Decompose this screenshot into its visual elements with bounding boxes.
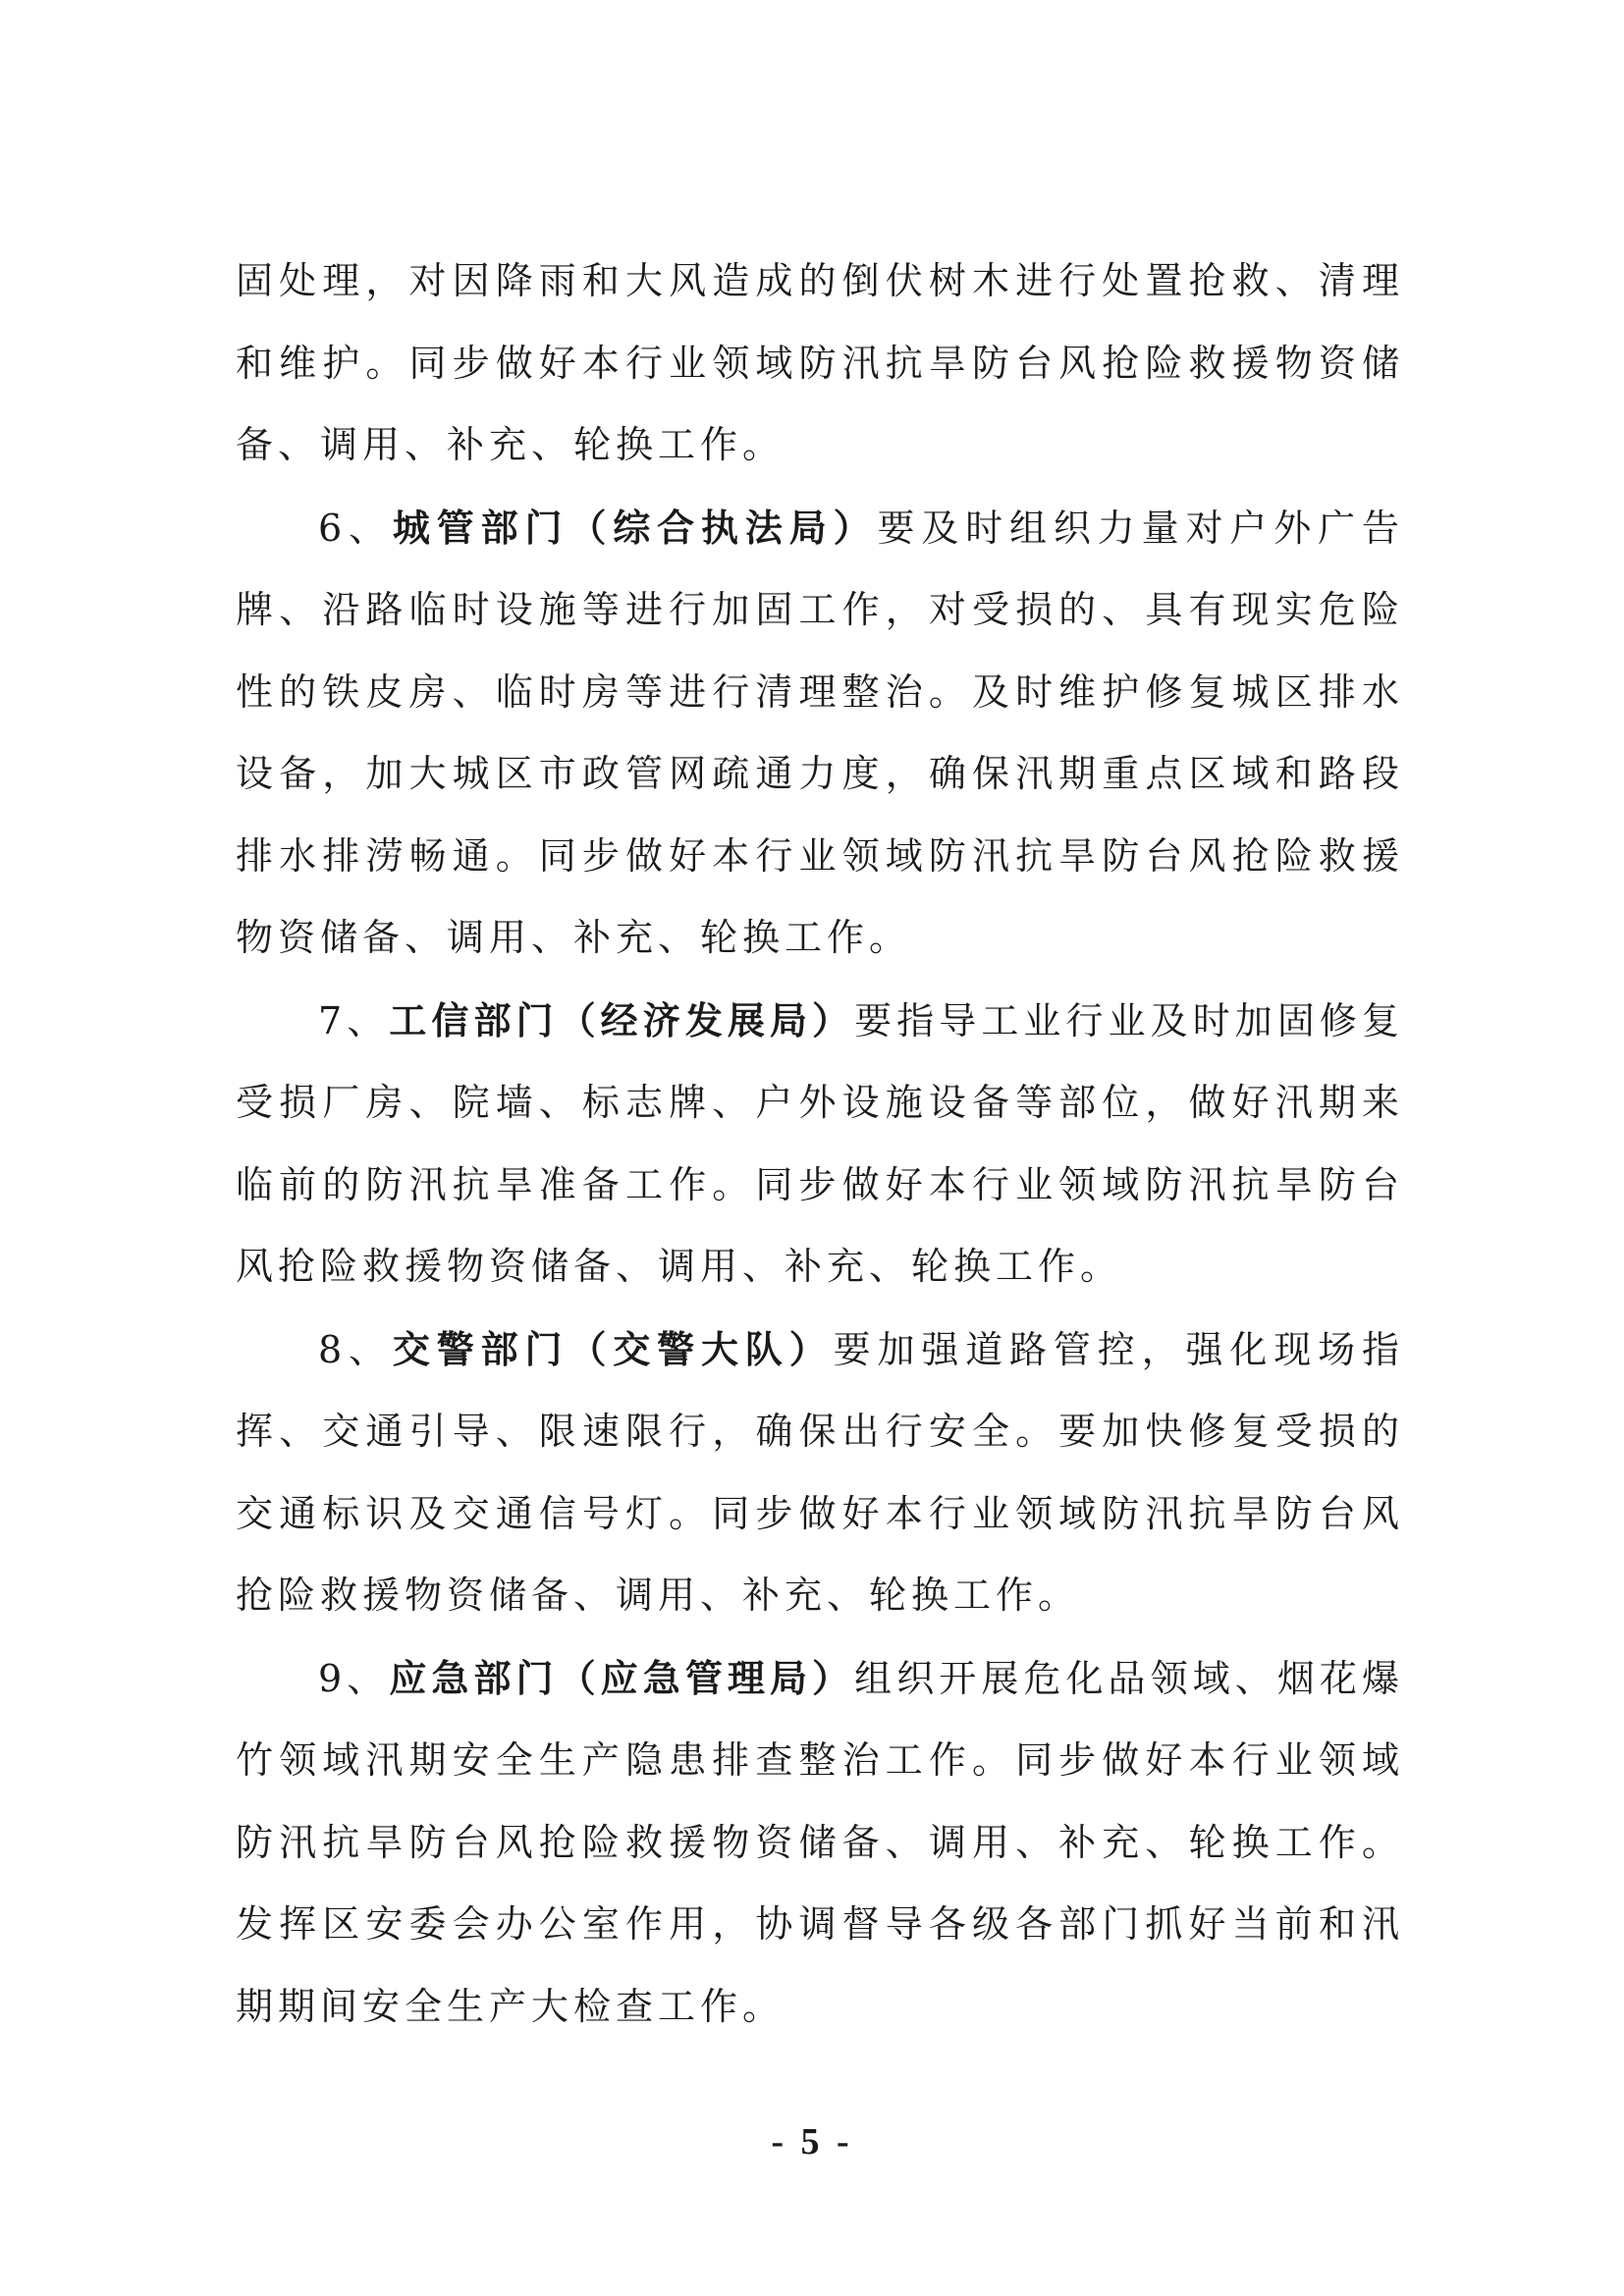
paragraph-emergency-management bbox=[236, 1637, 1404, 2049]
paragraph-body: 固处理，对因降雨和大风造成的倒伏树木进行处置抢救、清理和维护。同步做好本行业领域防汛抗旱防台风抢险救援物资储备、调用、补充、轮换工作。 bbox=[236, 259, 1404, 466]
paragraph-number: 9、 bbox=[318, 1656, 390, 1700]
document-body bbox=[236, 240, 1404, 2048]
paragraph-urban-management bbox=[236, 487, 1404, 980]
paragraph-body: 组织开展危化品领域、烟花爆竹领域汛期安全生产隐患排查整治工作。同步做好本行业领域防汛抗旱防台风抢险救援物资储备、调用、补充、轮换工作。发挥区安委会办公室作用，协调督导各级各部门抓好当前和汛期期间安全生产大检查工作。 bbox=[236, 1656, 1404, 2028]
paragraph-number: 8、 bbox=[318, 1327, 393, 1371]
paragraph-title: 城管部门（综合执法局） bbox=[392, 505, 878, 550]
page-number: - 5 - bbox=[771, 2121, 853, 2163]
paragraph-body: 要指导工业行业及时加固修复受损厂房、院墙、标志牌、户外设施设备等部位，做好汛期来临前的防汛抗旱准备工作。同步做好本行业领域防汛抗旱防台风抢险救援物资储备、调用、补充、轮换工作。 bbox=[236, 998, 1404, 1288]
paragraph-number: 6、 bbox=[318, 506, 393, 550]
paragraph-traffic-police bbox=[236, 1308, 1404, 1637]
paragraph-industry-information bbox=[236, 980, 1404, 1308]
paragraph-title: 工信部门（经济发展局） bbox=[389, 997, 855, 1042]
paragraph-title: 应急部门（应急管理局） bbox=[389, 1655, 855, 1700]
paragraph-body: 要及时组织力量对户外广告牌、沿路临时设施等进行加固工作，对受损的、具有现实危险性的铁皮房、临时房等进行清理整治。及时维护修复城区排水设备，加大城区市政管网疏通力度，确保汛期重点区域和路段排水排涝畅通。同步做好本行业领域防汛抗旱防台风抢险救援物资储备、调用、补充、轮换工作。 bbox=[236, 506, 1404, 959]
paragraph-title: 交警部门（交警大队） bbox=[392, 1326, 834, 1371]
paragraph-continuation bbox=[236, 240, 1404, 487]
paragraph-number: 7、 bbox=[318, 998, 390, 1042]
paragraph-body: 要加强道路管控，强化现场指挥、交通引导、限速限行，确保出行安全。要加快修复受损的交通标识及交通信号灯。同步做好本行业领域防汛抗旱防台风抢险救援物资储备、调用、补充、轮换工作。 bbox=[236, 1327, 1404, 1617]
